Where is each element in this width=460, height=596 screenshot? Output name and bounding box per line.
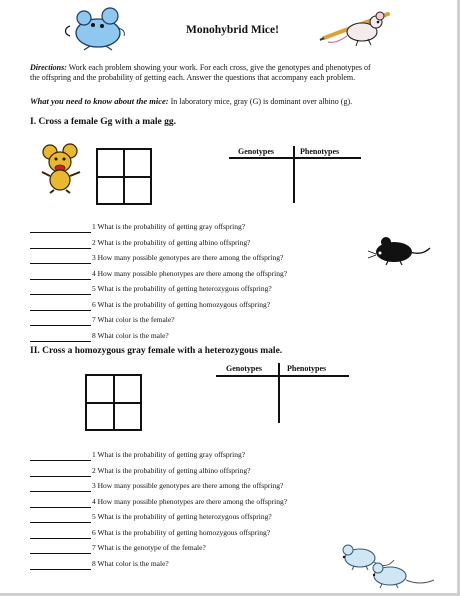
question-text: How many possible genotypes are there among the offspring? — [97, 253, 284, 262]
question-row — [30, 558, 169, 570]
answer-blank[interactable] — [30, 529, 91, 539]
question-row — [30, 449, 245, 461]
question-number: 5 — [92, 512, 96, 521]
answer-blank[interactable] — [30, 544, 91, 554]
punnett-square-2-divider-h — [87, 402, 140, 404]
question-text: What is the probability of getting homozygous offspring? — [97, 299, 271, 309]
question-text: What is the probability of getting homozygous offspring? — [97, 527, 271, 537]
answer-blank[interactable] — [30, 513, 91, 523]
section-1-table-rule — [229, 157, 361, 159]
answer-blank[interactable] — [30, 467, 91, 477]
section-2-heading: II. Cross a homozygous gray female with a heterozygous male. — [30, 346, 283, 356]
answer-blank[interactable] — [30, 498, 91, 508]
question-row — [30, 283, 272, 295]
question-text: What is the probability of getting albino offspring? — [97, 237, 251, 247]
yellow-cartoon-mouse-icon — [38, 142, 84, 194]
question-text: What is the probability of getting gray offspring? — [97, 450, 246, 459]
question-text: How many possible genotypes are there among the offspring? — [97, 481, 284, 490]
question-text: How many possible phenotypes are there among the offspring? — [97, 268, 288, 278]
question-number: 8 — [92, 330, 96, 340]
question-row — [30, 542, 206, 554]
section-1-heading: I. Cross a female Gg with a male gg. — [30, 117, 177, 127]
need-to-know-text: In laboratory mice, gray (G) is dominant over albino (g). — [170, 97, 353, 106]
answer-blank[interactable] — [30, 332, 91, 342]
answer-blank[interactable] — [30, 285, 91, 295]
punnett-square-1[interactable] — [96, 148, 152, 205]
question-number: 6 — [92, 299, 96, 309]
answer-blank[interactable] — [30, 316, 91, 326]
answer-blank[interactable] — [30, 223, 91, 233]
section-2-table-rule — [216, 375, 349, 377]
directions-text-2: the offspring and the probability of getting each. Answer the questions that accompany each problem. — [30, 73, 356, 82]
question-number: 1 — [92, 222, 96, 231]
answer-blank[interactable] — [30, 482, 91, 492]
question-row — [30, 221, 245, 233]
two-pale-mice-clipart-icon — [334, 540, 438, 590]
question-number: 5 — [92, 284, 96, 293]
question-row — [30, 330, 169, 342]
question-row — [30, 496, 287, 508]
question-row — [30, 480, 283, 492]
question-text: What is the probability of getting heterozygous offspring? — [97, 512, 272, 521]
question-row — [30, 314, 175, 326]
black-mouse-icon — [366, 236, 436, 266]
question-row — [30, 252, 283, 264]
punnett-square-1-divider-h — [98, 176, 150, 178]
answer-blank[interactable] — [30, 254, 91, 264]
need-to-know-line — [30, 96, 352, 106]
answer-blank[interactable] — [30, 270, 91, 280]
question-text: What color is the male? — [97, 558, 169, 568]
question-text: What is the probability of getting albino offspring? — [97, 465, 251, 475]
mouse-with-pencil-clipart-icon — [318, 6, 404, 50]
section-1-table-divider — [293, 146, 295, 203]
question-text: What color is the female? — [97, 315, 175, 324]
section-2-table-divider — [278, 363, 280, 423]
answer-blank[interactable] — [30, 301, 91, 311]
answer-blank[interactable] — [30, 560, 91, 570]
directions-text-1: Work each problem showing your work. For each cross, give the genotypes and phenotypes of — [68, 63, 371, 72]
question-number: 8 — [92, 558, 96, 568]
section-1-genotypes-header: Genotypes — [238, 147, 274, 156]
question-number: 7 — [92, 543, 96, 552]
answer-blank[interactable] — [30, 239, 91, 249]
need-to-know-label: What you need to know about the mice: — [30, 96, 169, 106]
question-text: What color is the male? — [97, 330, 169, 340]
question-number: 3 — [92, 253, 96, 262]
punnett-square-2[interactable] — [85, 374, 142, 431]
directions-line-1 — [30, 63, 371, 72]
question-number: 4 — [92, 496, 96, 506]
question-text: What is the probability of getting gray offspring? — [97, 222, 246, 231]
question-row — [30, 237, 250, 249]
question-text: What is the probability of getting heterozygous offspring? — [97, 284, 272, 293]
directions-label: Directions: — [30, 63, 67, 72]
question-number: 2 — [92, 237, 96, 247]
question-row — [30, 268, 287, 280]
question-number: 2 — [92, 465, 96, 475]
question-number: 1 — [92, 450, 96, 459]
section-2-phenotypes-header: Phenotypes — [287, 364, 327, 373]
question-text: What is the genotype of the female? — [97, 543, 206, 552]
page-title: Monohybrid Mice! — [186, 24, 279, 36]
question-number: 6 — [92, 527, 96, 537]
question-number: 7 — [92, 315, 96, 324]
section-2-genotypes-header: Genotypes — [226, 364, 262, 373]
question-row — [30, 299, 270, 311]
question-row — [30, 511, 272, 523]
question-text: How many possible phenotypes are there among the offspring? — [97, 496, 288, 506]
answer-blank[interactable] — [30, 451, 91, 461]
section-1-phenotypes-header: Phenotypes — [300, 147, 340, 156]
blue-mouse-clipart-icon — [62, 6, 130, 52]
question-number: 3 — [92, 481, 96, 490]
question-number: 4 — [92, 268, 96, 278]
question-row — [30, 465, 250, 477]
question-row — [30, 527, 270, 539]
